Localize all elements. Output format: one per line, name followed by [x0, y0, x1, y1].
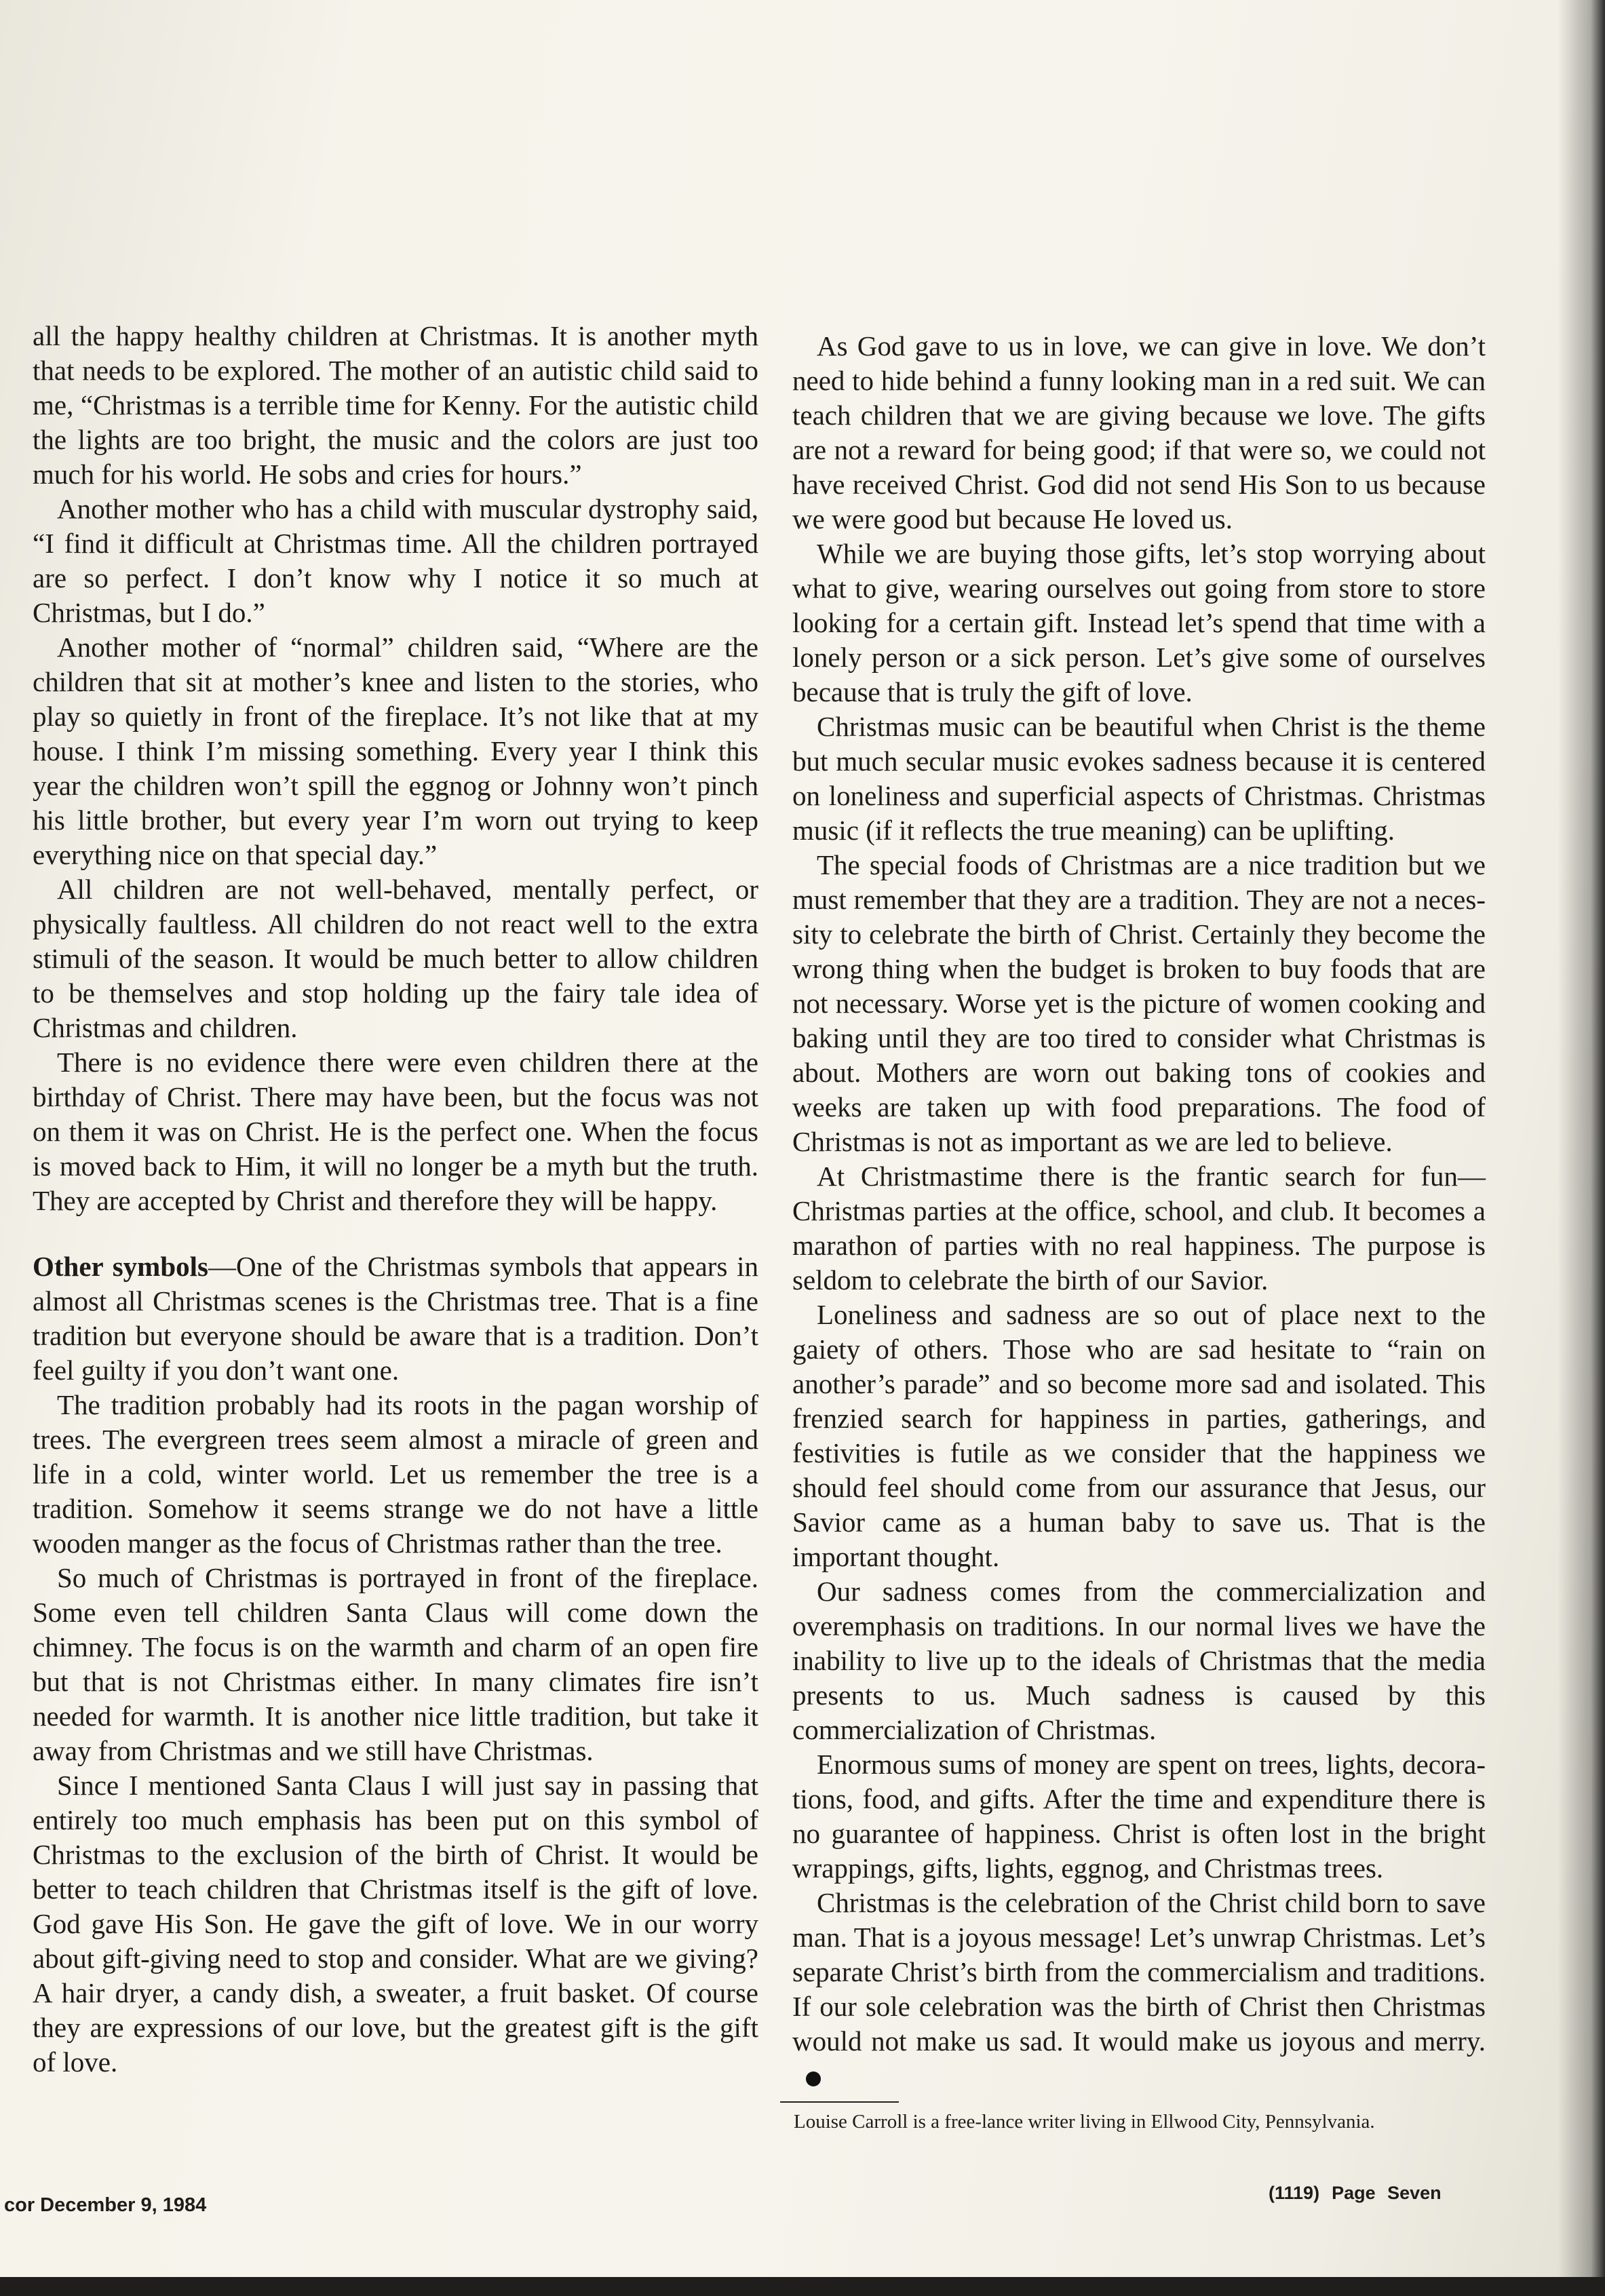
final-paragraph-text: Christmas is the celebration of the Christ child born to save man. That is a joyous message! Let’s unwrap Christmas. Let’s separate Christ’s birth from the commercialism and traditions. If our sole celebration was the birth of Christ then Christmas would not make us sad. It would make us joyous and merry. — [792, 1887, 1486, 2057]
article-paragraph: Loneliness and sadness are so out of place next to the gaiety of others. Those who are sad hesitate to “rain on another’s parade” and so become more sad and isolated. This frenzied search for happiness in parties, gatherings, and festivities is futile as we consider that the happiness we should feel should come from our assurance that Jesus, our Savior came as a human baby to save us. That is the important thought. — [792, 1299, 1486, 1572]
article-paragraph: All children are not well-behaved, mentally perfect, or physically faultless. All children do not react well to the extra stimuli of the season. It would be much better to allow children to be themselves and stop holding up the fairy tale idea of Christmas and children. — [33, 874, 758, 1043]
end-of-article-mark — [806, 2071, 821, 2086]
article-paragraph: There is no evidence there were even children there at the birthday of Christ. There may have been, but the focus was not on them it was on Christ. He is the perfect one. When the focus is moved back to Him, it will no longer be a myth but the truth. They are accepted by Christ and therefore they will be happy. — [33, 1047, 758, 1216]
footer-issue-date: cor December 9, 1984 — [4, 2194, 207, 2216]
article-paragraph: Our sadness comes from the commercialization and overemphasis on traditions. In our normal lives we have the inability to live up to the ideals of Christmas that the media presents to us. Much sadness is caused by this commercialization of Christmas. — [792, 1576, 1486, 1745]
scan-bottom-edge — [0, 2277, 1605, 2296]
section-paragraph — [33, 1249, 758, 1388]
article-paragraph: The special foods of Christmas are a nice tradition but we must remember that they are a tradition. They are not a necessity to celebrate the birth of Christ. Certainly they become the wrong thing when the budget is broken to buy foods that are not necessary. Worse yet is the picture of women cooking and baking until they are too tired to consider what Christmas is about. Mothers are worn out baking tons of cookies and weeks are taken up with food preparations. The food of Christmas is not as important as we are led to believe. — [792, 849, 1486, 1157]
section-subhead: Other symbols — [33, 1251, 208, 1282]
article-paragraph: So much of Christmas is portrayed in front of the fireplace. Some even tell children Santa Claus will come down the chimney. The focus is on the warmth and charm of an open fire but that is not Christmas either. In many climates fire isn’t needed for warmth. It is another nice little tradition, but take it away from Christmas and we still have Christmas. — [33, 1562, 758, 1766]
author-note: Louise Carroll is a free-lance writer living in Ellwood City, Pennsylvania. — [794, 2111, 1375, 2133]
article-paragraph: Enormous sums of money are spent on trees, lights, decorations, food, and gifts. After the time and expenditure there is no guarantee of happiness. Christ is often lost in the bright wrappings, gifts, lights, eggnog, and Christmas trees. — [792, 1749, 1486, 1884]
section-lead-text: —One of the Christmas symbols that appears in almost all Christmas scenes is the Christmas tree. That is a fine tradition but everyone should be aware that is a tradition. Don’t feel guilty if you don’t want one. — [33, 1251, 758, 1386]
article-paragraph: Another mother of “normal” children said, “Where are the children that sit at mother’s knee and listen to the stories, who play so quietly in front of the fireplace. It’s not like that at my house. I think I’m missing something. Every year I think this year the children won’t spill the eggnog or Johnny won’t pinch his little brother, but every year I’m worn out trying to keep everything nice on that special day.” — [33, 631, 758, 870]
footer-page-label: Page Seven — [1332, 2183, 1442, 2203]
article-paragraph: Another mother who has a child with muscular dystrophy said, “I find it difficult at Christmas time. All the children portrayed are so perfect. I don’t know why I notice it so much at Christmas, but I do.” — [33, 493, 758, 628]
footer-page-code: (1119) — [1269, 2183, 1320, 2203]
article-paragraph: Since I mentioned Santa Claus I will just say in passing that entirely too much emphasis has been put on this symbol of Christmas to the exclusion of the birth of Christ. It would be better to teach children that Christmas itself is the gift of love. God gave His Son. He gave the gift of love. We in our worry about gift-giving need to stop and consider. What are we giving? A hair dryer, a candy dish, a sweater, a fruit basket. Of course they are expressions of our love, but the greatest gift is the gift of love. — [33, 1770, 758, 2078]
article-paragraph: The tradition probably had its roots in the pagan worship of trees. The evergreen trees seem almost a miracle of green and life in a cold, winter world. Let us remember the tree is a tradition. Somehow it seems strange we do not have a little wooden manger as the focus of Christmas rather than the tree. — [33, 1389, 758, 1559]
footer-page-number — [1269, 2183, 1442, 2204]
article-paragraph: As God gave to us in love, we can give in love. We don’t need to hide behind a funny looking man in a red suit. We can teach children that we are giving because we love. The gifts are not a reward for being good; if that were so, we could not have received Christ. God did not send His Son to us because we were good but because He loved us. — [792, 330, 1486, 534]
article-paragraph: all the happy healthy children at Christmas. It is another myth that needs to be explored. The mother of an autistic child said to me, “Christmas is a terrible time for Kenny. For the autistic child the lights are too bright, the music and the colors are just too much for his world. He sobs and cries for hours.” — [33, 320, 758, 490]
article-paragraph: At Christmastime there is the frantic search for fun—Christmas parties at the office, school, and club. It becomes a marathon of parties with no real happiness. The purpose is seldom to celebrate the birth of our Savior. — [792, 1161, 1486, 1296]
final-paragraph — [792, 1886, 1486, 2093]
binding-shadow — [1558, 0, 1605, 2296]
right-column — [792, 329, 1486, 2093]
bio-divider — [780, 2101, 899, 2103]
article-paragraph: Christmas music can be beautiful when Christ is the theme but much secular music evokes sadness because it is centered on loneliness and superficial aspects of Christmas. Christmas music (if it reflects the true meaning) can be uplifting. — [792, 711, 1486, 846]
left-column — [33, 319, 758, 2080]
article-paragraph: While we are buying those gifts, let’s stop worrying about what to give, wearing ourselves out going from store to store looking for a certain gift. Instead let’s spend that time with a lonely person or a sick person. Let’s give some of ourselves because that is truly the gift of love. — [792, 538, 1486, 707]
